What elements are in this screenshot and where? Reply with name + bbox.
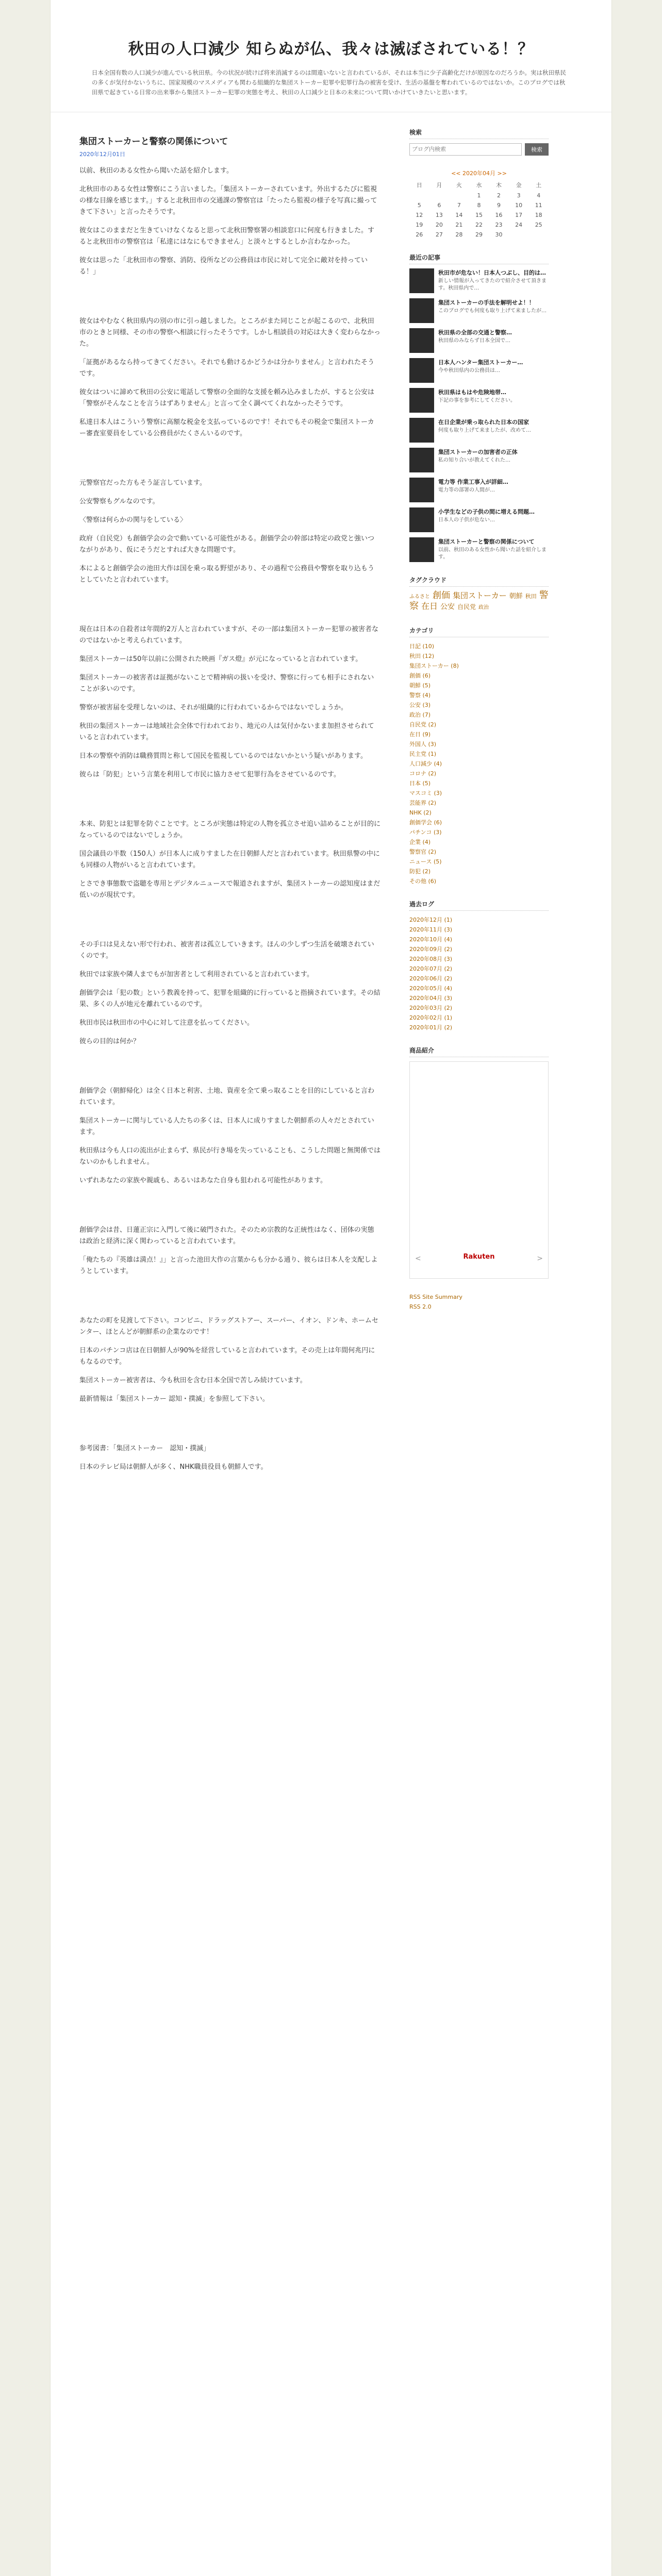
recent-article-excerpt: 以前、秋田のある女性から聞いた話を紹介します。 — [438, 547, 547, 560]
calendar-day — [429, 191, 450, 200]
calendar-day — [528, 230, 549, 240]
rakuten-logo[interactable]: Rakuten — [463, 1253, 495, 1261]
calendar-day: 8 — [477, 202, 481, 209]
category-link[interactable]: 創価 (6) — [409, 672, 431, 679]
calendar-table — [409, 179, 549, 240]
calendar-day: 30 — [495, 231, 503, 238]
category-link[interactable]: 日本 (5) — [409, 780, 431, 787]
calendar-day — [509, 230, 529, 240]
recent-article-excerpt: 秋田県のみならず日本全国で… — [438, 338, 510, 344]
post-paragraph: 創価学会は「犯の数」という教義を持って、犯罪を組織的に行っていると指摘されています。その結果、多くの人が地元を離れているのです。 — [79, 989, 380, 1008]
category-link[interactable]: その他 (6) — [409, 878, 437, 885]
calendar-day: 19 — [416, 222, 423, 228]
post-paragraph: 秋田市民は秋田市の中心に対して注意を払ってください。 — [79, 1019, 254, 1027]
post-paragraph: 秋田の集団ストーカーは地域社会全体で行われており、地元の人は気付かないまま加担させられていると言われています。 — [79, 722, 374, 741]
post-paragraph: いずれあなたの家族や親戚も、あるいはあなた自身も狙われる可能性があります。 — [79, 1177, 327, 1184]
calendar-day: 24 — [515, 222, 523, 228]
calendar-day: 10 — [515, 202, 523, 209]
site-header — [51, 0, 611, 112]
recent-article-title[interactable]: 日本人ハンター集団ストーカー… — [438, 359, 523, 366]
tag-cloud-section — [409, 575, 549, 613]
category-link[interactable]: 人口減少 (4) — [409, 760, 442, 767]
post-paragraph: 公安警察もグルなのです。 — [79, 498, 159, 505]
archive-link[interactable]: 2020年11月 (3) — [409, 926, 453, 933]
post-paragraph: 秋田県は今も人口の流出が止まらず、県民が行き場を失っていることも、こうした問題と無関係ではないのかもしれません。 — [79, 1147, 380, 1166]
calendar-day: 23 — [495, 222, 503, 228]
calendar-day: 12 — [416, 212, 423, 218]
article-thumbnail-image[interactable] — [409, 388, 434, 413]
post-paragraph: 日本の警察や消防は職務質問と称して国民を監視しているのではないかという疑いがあります。 — [79, 752, 367, 760]
tag-link[interactable]: 朝鮮 — [509, 592, 523, 600]
post-paragraph: 集団ストーカーの被害者は証拠がないことで精神病の扱いを受け、警察に行っても相手にされないことが多いのです。 — [79, 674, 374, 693]
calendar-day: 6 — [437, 202, 441, 209]
recent-article-title[interactable]: 小学生などの子供の間に増える問題… — [438, 509, 535, 515]
sidebar — [409, 128, 549, 1480]
article-thumbnail-image[interactable] — [409, 478, 434, 502]
calendar-section — [409, 169, 549, 240]
categories-section — [409, 626, 549, 886]
calendar-weekday: 火 — [456, 182, 462, 189]
category-link[interactable]: 警察 (4) — [409, 692, 431, 699]
post-paragraph: 本来、防犯とは犯罪を防ぐことです。ところが実態は特定の人物を孤立させ追い詰めることが目的になっているのではないでしょうか。 — [79, 820, 380, 839]
product-prev-arrow[interactable]: < — [415, 1255, 421, 1263]
category-link[interactable]: NHK (2) — [409, 809, 432, 816]
recent-article[interactable] — [409, 507, 549, 532]
category-link[interactable]: 政治 (7) — [409, 711, 431, 718]
calendar-day: 27 — [435, 231, 443, 238]
post-paragraph: 以前、秋田のある女性から聞いた話を紹介します。 — [79, 167, 233, 175]
post-paragraph: 彼らの目的は何か？ — [79, 1038, 140, 1045]
post-paragraph: 〈警察は何らかの関与をしている〉 — [79, 516, 187, 524]
category-link[interactable]: 秋田 (12) — [409, 653, 435, 659]
archive-link[interactable]: 2020年09月 (2) — [409, 946, 453, 953]
post-paragraph[interactable]: 集団ストーカー被害者は、今も秋田を含む日本全国で苦しみ続けています。 — [79, 1377, 307, 1384]
calendar-day: 11 — [535, 202, 542, 209]
recent-article-excerpt: 新しい情報が入ってきたので紹介させて頂きます。秋田県内で… — [438, 278, 547, 291]
post-paragraph: 現在は日本の自殺者は年間約2万人と言われていますが、その一部は集団ストーカー犯罪の被害者なのではないかと考えられています。 — [79, 625, 379, 645]
categories-title: カテゴリ — [409, 626, 549, 637]
category-link[interactable]: 在日 (9) — [409, 731, 431, 738]
calendar-day: 15 — [475, 212, 483, 218]
archive-section — [409, 900, 549, 1032]
category-link[interactable]: ニュース (5) — [409, 858, 442, 865]
tag-link[interactable]: ふるさと — [409, 594, 430, 600]
product-next-arrow[interactable]: > — [537, 1255, 543, 1263]
calendar-weekday: 木 — [496, 182, 502, 189]
post-paragraph: 彼女は思った「北秋田市の警察、消防、役所などの公務員は市民に対して完全に敵対を持っている！」 — [79, 257, 368, 276]
post-paragraph: 彼女はついに諦めて秋田の公安に電話して警察の全面的な支援を頼み込みましたが、すると公安は「警察がそんなことを言うはずありません」と言って全く調べてくれなかったそうです。 — [79, 388, 375, 408]
calendar-day: 14 — [455, 212, 463, 218]
category-link[interactable]: 外国人 (3) — [409, 741, 437, 748]
category-link[interactable]: 日記 (10) — [409, 643, 435, 650]
recent-article[interactable] — [409, 537, 549, 562]
calendar-prev[interactable]: << — [451, 170, 461, 177]
category-link[interactable]: 警察官 (2) — [409, 849, 437, 855]
archive-link[interactable]: 2020年04月 (3) — [409, 995, 453, 1002]
calendar-day: 7 — [457, 202, 461, 209]
post-paragraph: 私達日本人はこういう警察に高額な税金を支払っているのです！それでもその税金で集団ストーカー審査室要員をしている公務員がたくさんいるのです。 — [79, 418, 374, 437]
category-link[interactable]: 公安 (3) — [409, 702, 431, 708]
archive-link[interactable]: 2020年06月 (2) — [409, 975, 453, 982]
post-paragraph: 集団ストーカーは50年以前に公開された映画『ガス燈』が元になっていると言われています。 — [79, 655, 362, 663]
tag-link[interactable]: 自民党 — [457, 603, 476, 611]
tag-cloud-title: タグクラウド — [409, 575, 549, 587]
tag-link[interactable]: 政治 — [478, 605, 489, 611]
rss-link[interactable]: RSS Site Summary — [409, 1294, 462, 1300]
search-title: 検索 — [409, 128, 549, 139]
category-link[interactable]: コロナ (2) — [409, 770, 437, 777]
tag-link[interactable]: 秋田 — [525, 593, 537, 600]
product-section — [409, 1046, 549, 1279]
recent-articles-section — [409, 253, 549, 562]
tag-link[interactable]: 公安 — [440, 603, 455, 611]
category-link[interactable]: 集団ストーカー (8) — [409, 663, 459, 669]
recent-article[interactable] — [409, 448, 549, 472]
archive-link[interactable]: 2020年10月 (4) — [409, 936, 453, 943]
article-thumbnail-image[interactable] — [409, 418, 434, 443]
post-paragraph[interactable]: 最新情報は「集団ストーカー 認知・撲滅」を参照して下さい。 — [79, 1395, 269, 1403]
archive-link[interactable]: 2020年01月 (2) — [409, 1024, 453, 1031]
recent-article-excerpt: 私の知り合いが教えてくれた… — [438, 457, 510, 463]
post-date: 2020年12月01日 — [79, 151, 125, 158]
post-paragraph: 北秋田市のある女性は警察にこう言いました。「集団ストーカーされています。外出するたびに監視の様な目線を感じます。」すると北秋田市の交通課の警察官は「たったら監視の様子を写真に撮ってきて下さい」と言ったそうです。 — [79, 185, 377, 216]
post-paragraph: とさでき事態数で盗聴を専用とデジタルニュースで報道されますが、集団ストーカーの認知度はまだ低いのが現状です。 — [79, 880, 380, 899]
recent-article-title[interactable]: 集団ストーカーの手法を解明せよ！！ — [438, 299, 535, 306]
recent-article-excerpt: 今や秋田県内の公務員は… — [438, 368, 500, 374]
calendar-month: 2020年04月 — [462, 170, 495, 177]
post-paragraph: 日本のテレビ局は朝鮮人が多く、NHK職員役員も朝鮮人です。 — [79, 1463, 268, 1471]
article-thumbnail-image[interactable] — [409, 358, 434, 383]
archive-link[interactable]: 2020年05月 (4) — [409, 985, 453, 992]
product-widget[interactable] — [409, 1061, 549, 1279]
article-thumbnail-image[interactable] — [409, 448, 434, 472]
recent-article-title[interactable]: 集団ストーカーの加害者の正体 — [438, 449, 518, 455]
recent-article[interactable] — [409, 358, 549, 383]
recent-article-title[interactable]: 在日企業が乗っ取られた日本の国家 — [438, 419, 529, 426]
recent-article[interactable] — [409, 388, 549, 413]
article-thumbnail-image[interactable] — [409, 268, 434, 293]
post-paragraph: 国会議員の半数（150人）が日本人に成りすました在日朝鮮人だと言われています。秋田県警の中にも同様の人物がいると言われています。 — [79, 850, 380, 869]
post-paragraph[interactable]: あなたの町を見渡して下さい。コンビニ、ドラッグストアー、スーパー、イオン、ドンキ、ホームセンター、ほとんどが朝鮮系の企業なのです！ — [79, 1317, 378, 1336]
post-body — [79, 165, 380, 1473]
article-thumbnail-image[interactable] — [409, 298, 434, 323]
post-paragraph: 彼女はやむなく秋田県内の別の市に引っ越しました。ところがまた同じことが起こるので、北秋田市のときと同様、その市の警察へ相談に行ったそうです。しかし相談員の対応は大きく変わらなかった。 — [79, 317, 380, 348]
category-link[interactable]: 民主党 (1) — [409, 751, 437, 757]
recent-article-title[interactable]: 秋田県の全部の交通と警察… — [438, 329, 512, 336]
rss-link[interactable]: RSS 2.0 — [409, 1303, 432, 1310]
calendar-weekday: 月 — [436, 182, 442, 189]
archive-link[interactable]: 2020年02月 (1) — [409, 1014, 453, 1021]
calendar-day: 28 — [455, 231, 463, 238]
site-title[interactable]: 秋田の人口減少 知らぬが仏、我々は滅ぼされている！？ — [128, 40, 534, 58]
post-paragraph: 本によると創価学会の池田大作は国を乗っ取る野望があり、その過程で公務員や警察を取り込もうとしていたと言われています。 — [79, 565, 375, 584]
post-title[interactable]: 集団ストーカーと警察の関係について — [79, 137, 228, 147]
calendar-day: 1 — [477, 192, 481, 199]
post-paragraph: 日本のパチンコ店は在日朝鮮人が90%を経営していると言われています。その売上は年間何兆円にもなるのです。 — [79, 1347, 375, 1366]
calendar-day — [409, 191, 429, 200]
archive-link[interactable]: 2020年07月 (2) — [409, 965, 453, 972]
calendar-weekday: 水 — [476, 182, 482, 189]
calendar-day: 21 — [455, 222, 463, 228]
category-link[interactable]: 自民党 (2) — [409, 721, 437, 728]
recent-article-excerpt: このブログでも何度も取り上げて来ましたが… — [438, 308, 547, 314]
recent-article-title[interactable]: 集団ストーカーと警察の関係について — [438, 538, 535, 545]
main-content — [51, 128, 391, 1480]
archive-link[interactable]: 2020年12月 (1) — [409, 917, 453, 923]
post-paragraph: 「俺たちの『英雄は満点！』」と言った池田大作の言葉からも分かる通り、彼らは日本人を支配しようとしています。 — [79, 1256, 378, 1275]
recent-article-excerpt: 電力等の部署の人間が… — [438, 487, 495, 493]
recent-article-excerpt: 下記の事を参考にしてください。 — [438, 398, 516, 403]
category-link[interactable]: 芸能界 (2) — [409, 800, 437, 806]
recent-article[interactable] — [409, 298, 549, 323]
category-link[interactable]: 創価学会 (6) — [409, 819, 442, 826]
archive-link[interactable]: 2020年03月 (2) — [409, 1005, 453, 1011]
calendar-day: 4 — [537, 192, 541, 199]
calendar-day: 26 — [416, 231, 423, 238]
post-paragraph: 創価学会は昔、日蓮正宗に入門して後に破門された。そのため宗教的な正統性はなく、団体の実態は政治と経済に深く関わっていると言われています。 — [79, 1226, 374, 1245]
category-link[interactable]: マスコミ (3) — [409, 790, 442, 796]
post-paragraph[interactable]: 参考図書：「集団ストーカー 認知・撲滅」 — [79, 1445, 210, 1452]
calendar-day: 22 — [475, 222, 483, 228]
search-input[interactable] — [409, 143, 522, 156]
calendar-day: 20 — [435, 222, 443, 228]
recent-article-title[interactable]: 秋田市が危ない！日本人つぶし、目的は… — [438, 269, 546, 276]
recent-article[interactable] — [409, 478, 549, 502]
calendar-day: 2 — [497, 192, 501, 199]
archive-link[interactable]: 2020年08月 (3) — [409, 956, 453, 962]
category-link[interactable]: 防犯 (2) — [409, 868, 431, 875]
article-thumbnail-image[interactable] — [409, 507, 434, 532]
archive-title: 過去ログ — [409, 900, 549, 911]
article-thumbnail-image[interactable] — [409, 537, 434, 562]
post-paragraph: 秋田では家族や隣人までもが加害者として利用されていると言われています。 — [79, 971, 313, 978]
recent-article-excerpt: 何度も取り上げて来ましたが、改めて… — [438, 428, 531, 433]
category-link[interactable]: 朝鮮 (5) — [409, 682, 431, 689]
calendar-day: 16 — [495, 212, 503, 218]
calendar-day — [449, 191, 469, 200]
calendar-weekday: 日 — [416, 182, 422, 189]
calendar-day: 9 — [497, 202, 501, 209]
calendar-day: 13 — [435, 212, 443, 218]
article-thumbnail-image[interactable] — [409, 328, 434, 353]
recent-article[interactable] — [409, 268, 549, 293]
post-paragraph: 創価学会（朝鮮帰化）は全く日本と利害、土地、資産を全て乗っ取ることを目的にしていると言われています。 — [79, 1087, 375, 1106]
post-paragraph[interactable]: 集団ストーカーに関与している人たちの多くは、日本人に成りすました朝鮮系の人々だとされています。 — [79, 1117, 374, 1136]
tag-link[interactable]: 在日 — [421, 601, 438, 611]
calendar-day: 18 — [535, 212, 542, 218]
rss-links — [409, 1292, 549, 1312]
recent-articles-title: 最近の記事 — [409, 253, 549, 264]
post-paragraph: 「証拠があるなら持ってきてください。それでも動けるかどうかは分かりません」と言われたそうです。 — [79, 359, 375, 378]
calendar-weekday: 土 — [536, 182, 542, 189]
calendar-next[interactable]: >> — [497, 170, 507, 177]
calendar-day: 5 — [417, 202, 421, 209]
product-title: 商品紹介 — [409, 1046, 549, 1057]
calendar-day: 29 — [475, 231, 483, 238]
page — [50, 0, 612, 2576]
calendar-day: 3 — [517, 192, 521, 199]
post-paragraph[interactable]: 元警察官だった方もそう証言しています。 — [79, 479, 206, 487]
search-section — [409, 128, 549, 156]
post-paragraph[interactable]: 政府（自民党）も創価学会の会で動いている可能性がある。創価学会の幹部は特定の政党と強いつながりがあり、仮にそうだとすれば大きな問題です。 — [79, 535, 375, 554]
tag-link[interactable]: 創価 — [433, 590, 450, 601]
post-paragraph: 彼らは「防犯」という言葉を利用して市民に協力させて犯罪行為をさせているのです。 — [79, 771, 340, 778]
calendar-day: 17 — [515, 212, 523, 218]
post-paragraph: 彼女はこのままだと生きていけなくなると思って北秋田警察署の相談窓口に何度も行きました。すると北秋田市の警察官は「私達にはなにもできません」と淡々とするとしか言わなかった。 — [79, 227, 375, 246]
search-button[interactable]: 検索 — [525, 143, 549, 156]
recent-article[interactable] — [409, 328, 549, 353]
category-link[interactable]: パチンコ (3) — [409, 829, 442, 836]
recent-article-title[interactable]: 電力等 作業工事入が詳細… — [438, 479, 508, 485]
recent-article-title[interactable]: 秋田県はもはや危険地帯… — [438, 389, 506, 396]
tag-link[interactable]: 集団ストーカー — [453, 591, 507, 600]
category-link[interactable]: 企業 (4) — [409, 839, 431, 845]
calendar-weekday: 金 — [516, 182, 522, 189]
post-paragraph: その手口は見えない形で行われ、被害者は孤立していきます。ほんの少しずつ生活を破壊されていくのです。 — [79, 941, 374, 960]
calendar-day: 25 — [535, 222, 542, 228]
post-paragraph: 警察が被害届を受理しないのは、それが組織的に行われているからではないでしょうか。 — [79, 704, 347, 711]
recent-article[interactable] — [409, 418, 549, 443]
recent-article-excerpt: 日本人の子供が危ない… — [438, 517, 495, 523]
tag-link[interactable]: 警察 — [409, 590, 549, 612]
site-description: 日本全国有数の人口減少が進んでいる秋田県。今の状況が続けば将来消滅するのは間違いないと言われているが、それは本当に少子高齢化だけが原因なのだろうか。実は秋田県民の多くが気付かないうちに、国家規模のマスメディアも関わる組織的な集団ストーカー犯罪や犯罪行為の被害を受け、生活の基盤を奪われているのではないか。このブログでは秋田県で起きている日常の出来事から集団ストーカー犯罪の実態を考え、秋田の人口減少と日本の未来について問いかけていきたいと思います。 — [92, 69, 566, 96]
